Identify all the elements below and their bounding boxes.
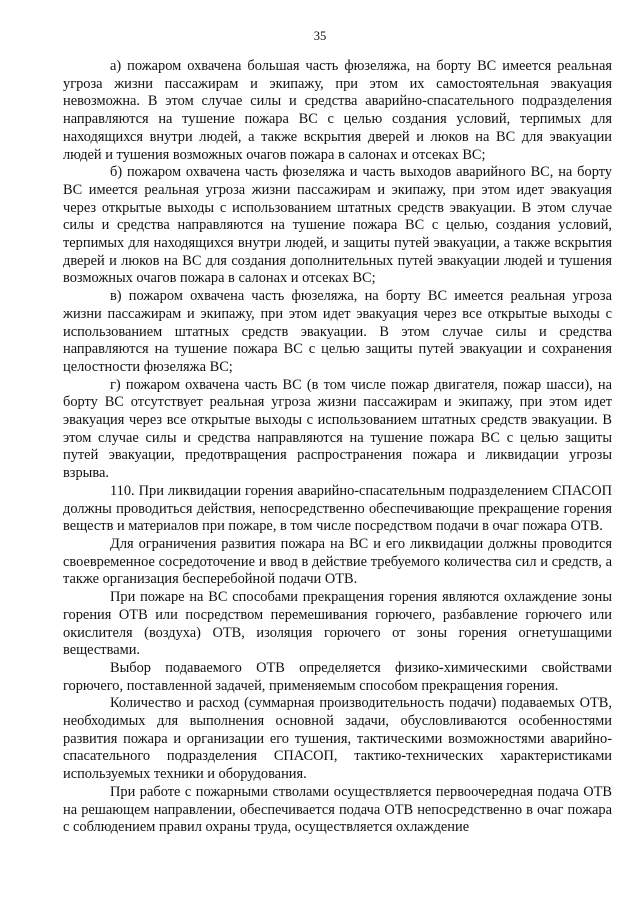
paragraph-item-v: в) пожаром охвачена часть фюзеляжа, на борту ВС имеется реальная угроза жизни пассажирам и экипажу, при этом идет эвакуация через все открытые выходы с использованием штатных средств эвакуации. В этом случае силы и средства направляются на тушение пожара ВС с целью защиты путей эвакуации и сохранения целостности фюзеляжа ВС; xyxy=(63,288,612,375)
paragraph-item-b: б) пожаром охвачена часть фюзеляжа и часть выходов аварийного ВС, на борту ВС имеется реальная угроза жизни пассажирам и экипажу, при этом идет эвакуация через открытые выходы с использованием штатных средств эвакуации. В этом случае силы и средства направляются на тушение пожара ВС с целью, создания условий, терпимых для находящихся внутри людей, и защиты путей эвакуации, а также вскрытия дверей и люков на ВС для создания дополнительных путей эвакуации людей и тушения возможных очагов пожара в салонах и отсеках ВС; xyxy=(63,164,612,287)
paragraph-extinguishing-methods: При пожаре на ВС способами прекращения горения являются охлаждение зоны горения ОТВ или посредством перемешивания горючего, разбавление горючего или окислителя (воздуха) ОТВ, изоляция горючего от зоны горения огнетушащими веществами. xyxy=(63,589,612,659)
paragraph-agent-quantity: Количество и расход (суммарная производительность подачи) подаваемых ОТВ, необходимых для выполнения основной задачи, обусловливаются особенностями развития пожара и организации его тушения, тактическими возможностями аварийно-спасательного подразделения СПАСОП, тактико-технических характеристиками используемых техники и оборудования. xyxy=(63,695,612,783)
paragraph-item-g: г) пожаром охвачена часть ВС (в том числе пожар двигателя, пожар шасси), на борту ВС отсутствует реальная угроза жизни пассажирам и экипажу, при этом идет эвакуация через все открытые выходы с использованием штатных средств эвакуации. В этом случае силы и средства направляются на тушение пожара ВС с целью защиты путей эвакуации, предотвращения распространения пожара и ликвидации угрозы взрыва. xyxy=(63,376,612,482)
paragraph-fire-nozzles: При работе с пожарными стволами осуществляется первоочередная подача ОТВ на решающем направлении, обеспечивается подача ОТВ непосредственно в очаг пожара с соблюдением правил охраны труда, осуществляется охлаждение xyxy=(63,783,612,836)
paragraph-limiting-fire: Для ограничения развития пожара на ВС и его ликвидации должны проводится своевременное сосредоточение и ввод в действие требуемого количества сил и средств, а также организация бесперебойной подачи ОТВ. xyxy=(63,535,612,588)
paragraph-agent-choice: Выбор подаваемого ОТВ определяется физико-химическими свойствами горючего, поставленной задачей, применяемым способом прекращения горения. xyxy=(63,659,612,694)
page-body xyxy=(63,58,612,837)
page-number: 35 xyxy=(313,29,327,43)
paragraph-clause-110: 110. При ликвидации горения аварийно-спасательным подразделением СПАСОП должны проводиться действия, непосредственно обеспечивающие прекращение горения веществ и материалов при пожаре, в том числе посредством подачи в очаг пожара ОТВ. xyxy=(63,482,612,535)
paragraph-item-a: а) пожаром охвачена большая часть фюзеляжа, на борту ВС имеется реальная угроза жизни пассажирам и экипажу, при этом их самостоятельная эвакуация невозможна. В этом случае силы и средства аварийно-спасательного подразделения направляются на тушение пожара ВС с целью создания условий, терпимых для находящихся внутри людей, а также вскрытия дверей и люков на ВС для эвакуации людей и тушения возможных очагов пожара в салонах и отсеках ВС; xyxy=(63,58,612,163)
